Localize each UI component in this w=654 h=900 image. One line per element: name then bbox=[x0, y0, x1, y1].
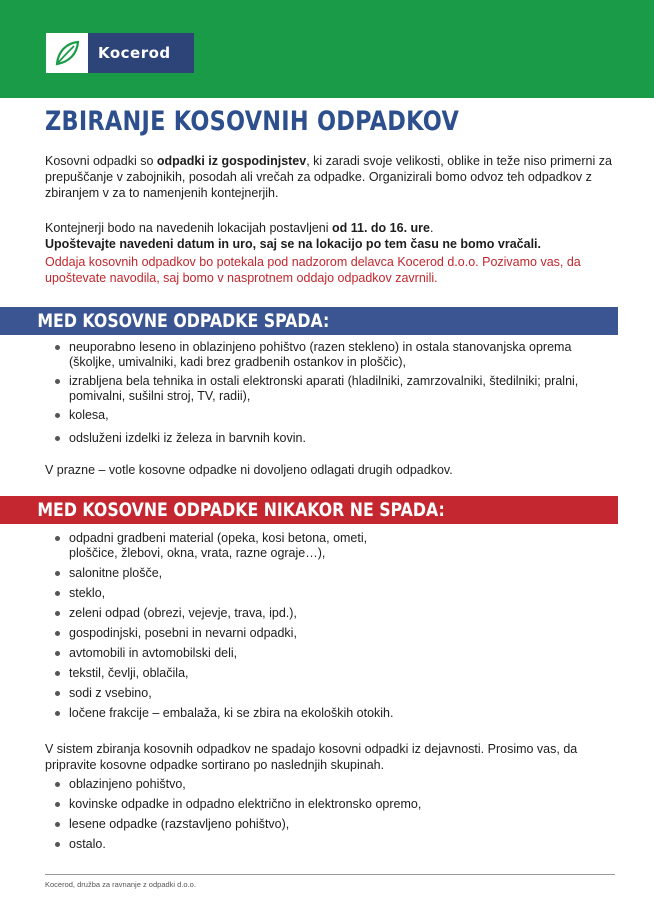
list-item: ostalo. bbox=[55, 837, 615, 852]
list-item: lesene odpadke (razstavljeno pohištvo), bbox=[55, 817, 615, 832]
list-item: izrabljena bela tehnika in ostali elektronski aparati (hladilniki, zamrzovalniki, štedilniki; pralni, pomivalni, sušilni stroj, TV, radii), bbox=[55, 374, 615, 404]
list-item: kolesa, bbox=[55, 408, 615, 423]
schedule-paragraph bbox=[45, 220, 615, 252]
intro-text-a: Kosovni odpadki so bbox=[45, 154, 157, 168]
page-title: ZBIRANJE KOSOVNIH ODPADKOV bbox=[45, 106, 460, 137]
list-item: zeleni odpad (obrezi, vejevje, trava, ipd.), bbox=[55, 606, 375, 621]
leaf-icon bbox=[46, 33, 88, 73]
sorting-list bbox=[55, 777, 615, 852]
footer-text: Kocerod, družba za ravnanje z odpadki d.o.o. bbox=[45, 880, 196, 889]
list-item: gospodinjski, posebni in nevarni odpadki, bbox=[55, 626, 375, 641]
list-item: avtomobili in avtomobilski deli, bbox=[55, 646, 375, 661]
schedule-warning: Upoštevajte navedeni datum in uro, saj se na lokacijo po tem času ne bomo vračali. bbox=[45, 237, 541, 251]
allowed-heading-band bbox=[0, 307, 618, 335]
list-item: odpadni gradbeni material (opeka, kosi betona, ometi, ploščice, žlebovi, okna, vrata, razne ograje…), bbox=[55, 531, 375, 561]
forbidden-heading-band bbox=[0, 496, 618, 524]
list-item: neuporabno leseno in oblazinjeno pohištvo (razen stekleno) in ostala stanovanjska oprema (školjke, umivalniki, kadi brez gradbenih ostankov in ploščic), bbox=[55, 340, 615, 370]
intro-text-b: , ki zaradi svoje velikosti, oblike in teže niso primerni za prepuščanje v zabojnikih, posodah ali vrečah za odpadke. Organizirali bomo odvoz teh odpadkov z zbiranjem v za to namenjenih kontejnerjih. bbox=[45, 154, 612, 200]
list-item: tekstil, čevlji, oblačila, bbox=[55, 666, 375, 681]
list-item: steklo, bbox=[55, 586, 375, 601]
allowed-heading: MED KOSOVNE ODPADKE SPADA: bbox=[37, 310, 330, 332]
allowed-note: V prazne – votle kosovne odpadke ni dovoljeno odlagati drugih odpadkov. bbox=[45, 463, 453, 477]
schedule-text-a: Kontejnerji bodo na navedenih lokacijah postavljeni bbox=[45, 221, 333, 235]
sorting-note: V sistem zbiranja kosovnih odpadkov ne spadajo kosovni odpadki iz dejavnosti. Prosimo vas, da pripravite kosovne odpadke sortirano po naslednjih skupinah. bbox=[45, 742, 578, 772]
list-item: odsluženi izdelki iz železa in barvnih kovin. bbox=[55, 431, 615, 446]
forbidden-list bbox=[55, 531, 394, 721]
allowed-list bbox=[55, 340, 615, 446]
list-item: salonitne plošče, bbox=[55, 566, 375, 581]
forbidden-heading: MED KOSOVNE ODPADKE NIKAKOR NE SPADA: bbox=[37, 499, 445, 521]
list-item: ločene frakcije – embalaža, ki se zbira na ekoloških otokih. bbox=[55, 706, 569, 721]
intro-paragraph bbox=[45, 153, 615, 201]
brand-name: Kocerod bbox=[88, 33, 194, 73]
list-item: kovinske odpadke in odpadno električno in elektronsko opremo, bbox=[55, 797, 615, 812]
list-item: oblazinjeno pohištvo, bbox=[55, 777, 615, 792]
schedule-time: od 11. do 16. ure bbox=[332, 221, 430, 235]
list-item: sodi z vsebino, bbox=[55, 686, 375, 701]
schedule-text-b: . bbox=[429, 221, 434, 235]
supervision-notice: Oddaja kosovnih odpadkov bo potekala pod nadzorom delavca Kocerod d.o.o. Pozivamo vas, da upoštevate navodila, saj bomo v nasprotnem oddajo odpadkov zavrnili. bbox=[45, 255, 581, 285]
brand-logo bbox=[46, 33, 194, 73]
footer-divider bbox=[45, 874, 615, 875]
intro-text-bold: odpadki iz gospodinjstev bbox=[156, 154, 307, 168]
